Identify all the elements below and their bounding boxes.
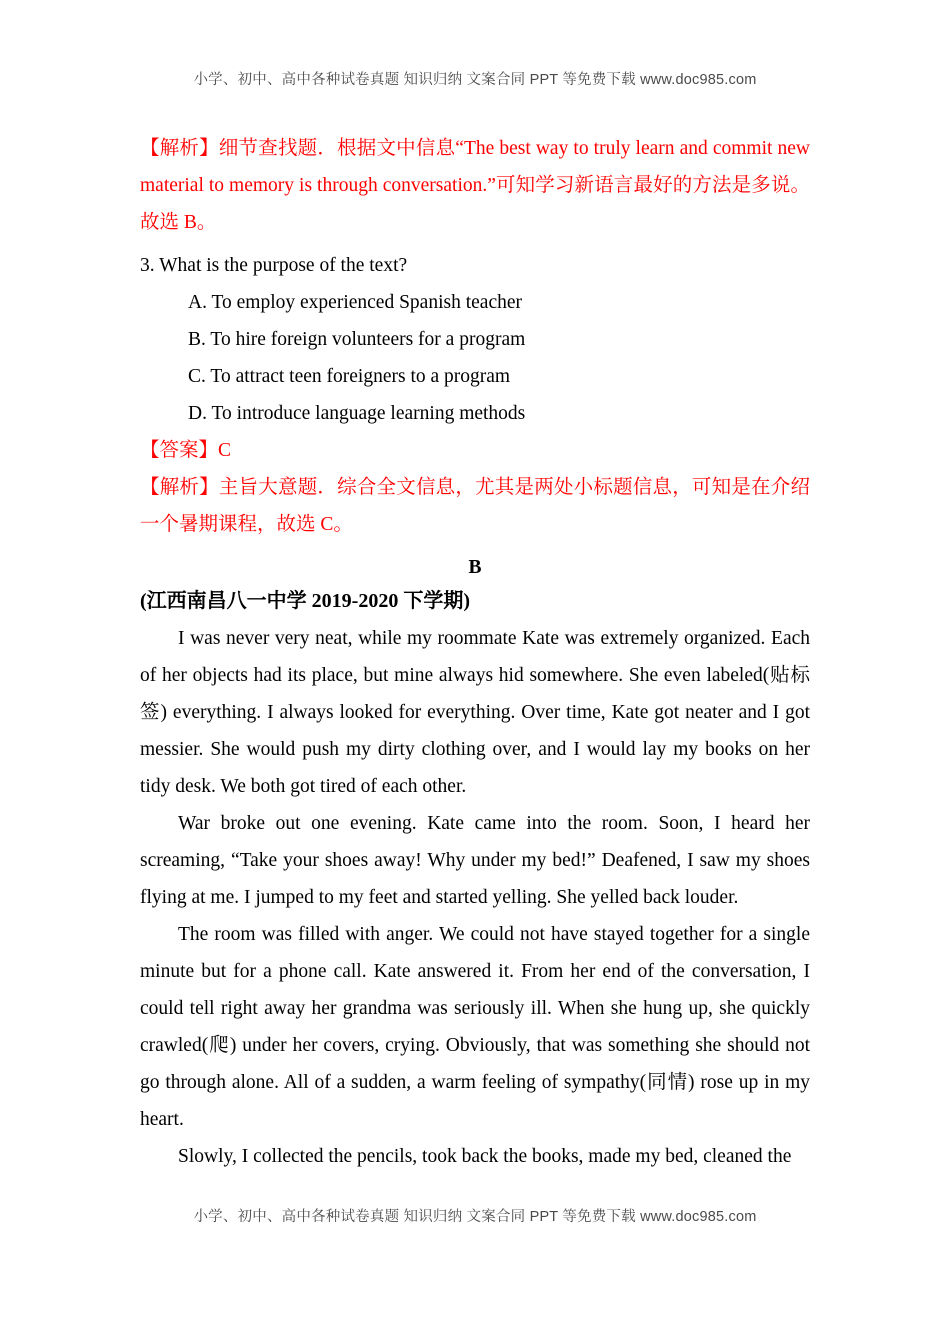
question-3-option-b: B. To hire foreign volunteers for a program [188, 329, 526, 350]
passage-paragraph-4: Slowly, I collected the pencils, took back the books, made my bed, cleaned the [178, 1146, 792, 1167]
document-content [140, 0, 810, 1175]
analysis-paragraph-1: 【解析】细节查找题．根据文中信息“The best way to truly learn and commit new material to memory is through conversation.”可知学习新语言最好的方法是多说。故选 B。 [140, 138, 810, 233]
question-3-stem: 3. What is the purpose of the text? [140, 255, 408, 276]
source-line: (江西南昌八一中学 2019-2020 下学期) [140, 590, 470, 612]
section-letter: B [468, 557, 482, 578]
analysis-paragraph-3: 【解析】主旨大意题．综合全文信息，尤其是两处小标题信息，可知是在介绍一个暑期课程，故选 C。 [140, 477, 810, 535]
passage-paragraph-1: I was never very neat, while my roommate Kate was extremely organized. Each of her objects had its place, but mine always hid somewhere. She even labeled(贴标签) everything. I always looked for everything. Over time, Kate got neater and I got messier. She would push my dirty clothing over, and I would lay my books on her tidy desk. We both got tired of each other. [140, 628, 810, 797]
watermark-bottom: 小学、初中、高中各种试卷真题 知识归纳 文案合同 PPT 等免费下载 www.doc985.com [193, 1209, 757, 1225]
question-3-option-d: D. To introduce language learning methods [188, 403, 526, 424]
question-3-option-c: C. To attract teen foreigners to a program [188, 366, 511, 387]
passage-paragraph-2: War broke out one evening. Kate came into the room. Soon, I heard her screaming, “Take your shoes away! Why under my bed!” Deafened, I saw my shoes flying at me. I jumped to my feet and started yelling. She yelled back louder. [140, 813, 810, 908]
watermark-top: 小学、初中、高中各种试卷真题 知识归纳 文案合同 PPT 等免费下载 www.doc985.com [193, 72, 757, 88]
passage-paragraph-3: The room was filled with anger. We could not have stayed together for a single minute but for a phone call. Kate answered it. From her end of the conversation, I could tell right away her grandma was seriously ill. When she hung up, she quickly crawled(爬) under her covers, crying. Obviously, that was something she should not go through alone. All of a sudden, a warm feeling of sympathy(同情) rose up in my heart. [140, 924, 810, 1130]
question-3-option-a: A. To employ experienced Spanish teacher [188, 292, 522, 313]
answer-3: 【答案】C [140, 440, 232, 461]
